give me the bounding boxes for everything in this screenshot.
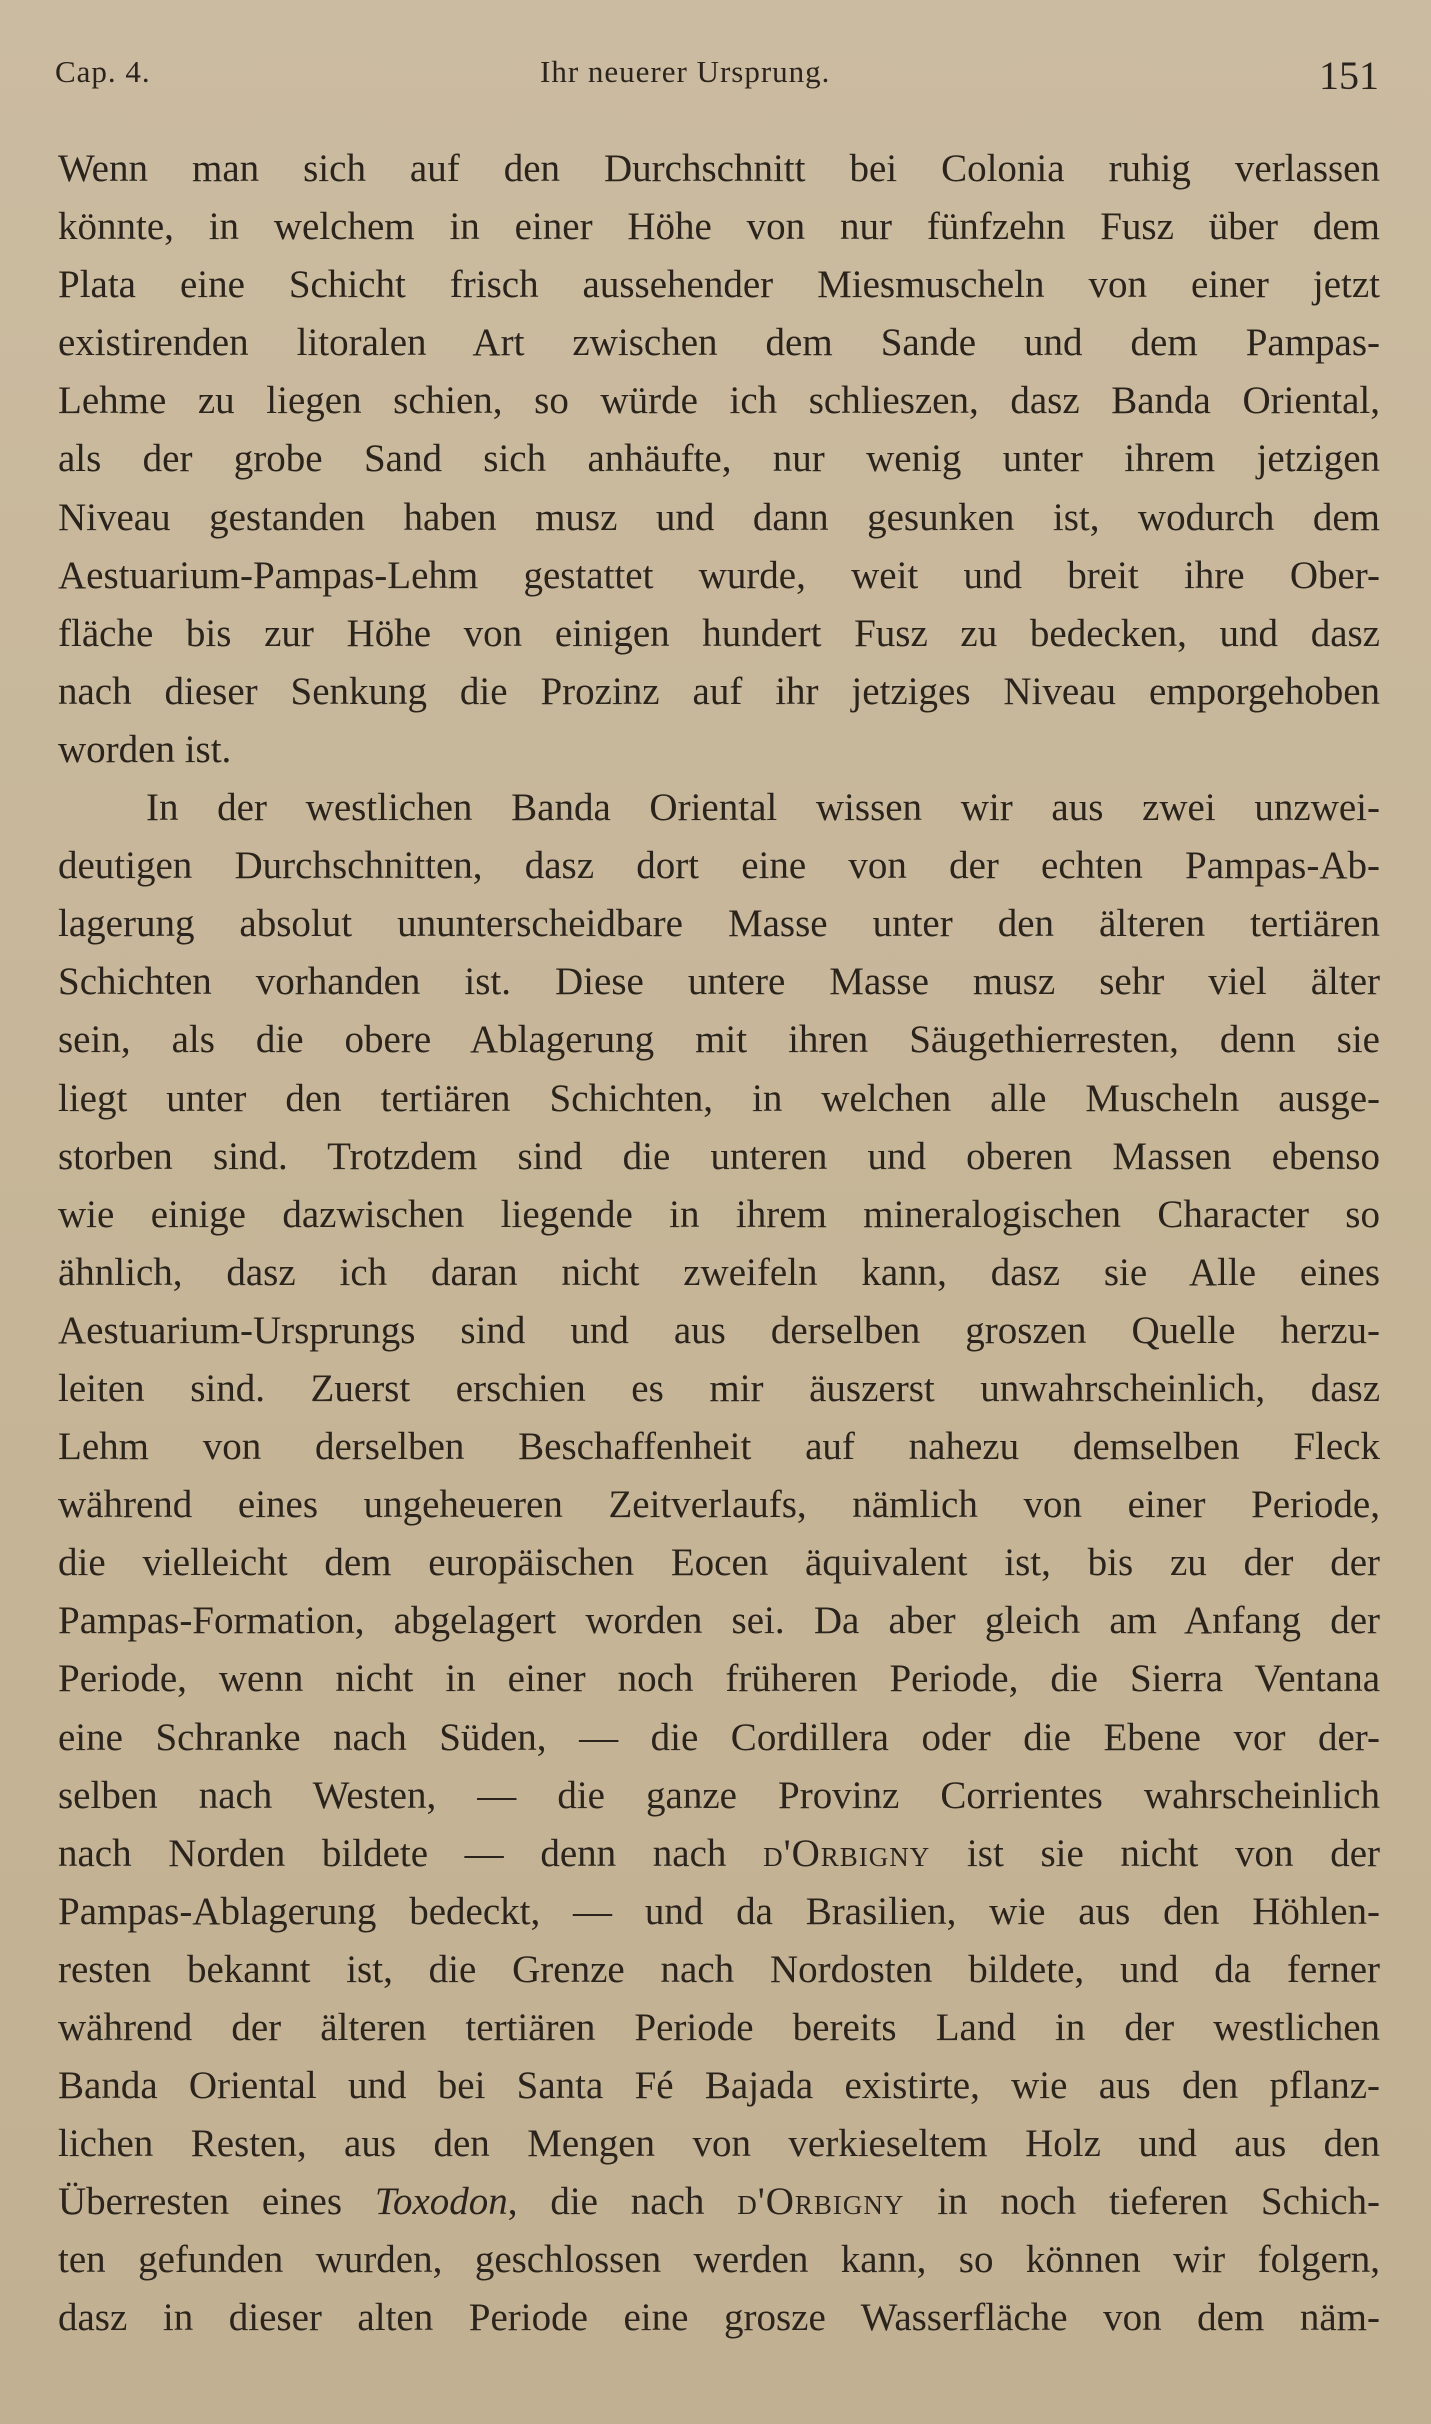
text-line: die vielleicht dem europäischen Eocen äquivalent ist, bis zu der der: [58, 1541, 1380, 1585]
text-line: fläche bis zur Höhe von einigen hundert Fusz zu bedecken, und dasz: [58, 611, 1380, 655]
author-name: d'Orbigny: [763, 1831, 931, 1875]
text-line: worden ist.: [58, 727, 232, 771]
text-line: ähnlich, dasz ich daran nicht zweifeln kann, dasz sie Alle eines: [58, 1250, 1380, 1294]
text-line: Aestuarium-Pampas-Lehm gestattet wurde, weit und breit ihre Ober-: [58, 553, 1380, 597]
text-line: sein, als die obere Ablagerung mit ihren Säugethierresten, denn sie: [58, 1018, 1380, 1062]
author-name: d'Orbigny: [737, 2180, 905, 2224]
text-line: liegt unter den tertiären Schichten, in welchen alle Muscheln ausge-: [58, 1076, 1380, 1120]
text-line: nach dieser Senkung die Prozinz auf ihr jetziges Niveau emporgehoben: [58, 669, 1380, 713]
text-line: während der älteren tertiären Periode bereits Land in der westlichen: [58, 2006, 1380, 2049]
running-header: [55, 52, 1381, 112]
paragraph-2: [58, 779, 1380, 2348]
text-line: storben sind. Trotzdem sind die unteren und oberen Massen ebenso: [58, 1134, 1380, 1178]
text-line: dasz in dieser alten Periode eine grosze Wasserfläche von dem näm-: [58, 2296, 1380, 2340]
text-line: eine Schranke nach Süden, — die Cordillera oder die Ebene vor der-: [58, 1715, 1380, 1759]
text-line: Schichten vorhanden ist. Diese untere Masse musz sehr viel älter: [58, 960, 1380, 1004]
text-line: als der grobe Sand sich anhäufte, nur wenig unter ihrem jetzigen: [58, 437, 1380, 481]
text-line: könnte, in welchem in einer Höhe von nur fünfzehn Fusz über dem: [58, 205, 1380, 249]
paragraph-1: [58, 140, 1380, 779]
text-line: Aestuarium-Ursprungs sind und aus derselben groszen Quelle herzu-: [58, 1308, 1380, 1352]
text-line: Lehm von derselben Beschaffenheit auf nahezu demselben Fleck: [58, 1425, 1380, 1469]
text-line: deutigen Durchschnitten, dasz dort eine von der echten Pampas-Ab-: [58, 844, 1380, 888]
page-number: 151: [1319, 53, 1379, 98]
text-line: lichen Resten, aus den Mengen von verkieseltem Holz und aus den: [58, 2122, 1380, 2166]
text-line: Pampas-Formation, abgelagert worden sei. Da aber gleich am Anfang der: [58, 1599, 1380, 1643]
text-line: Periode, wenn nicht in einer noch früheren Periode, die Sierra Ventana: [58, 1657, 1380, 1701]
text-line: Wenn man sich auf den Durchschnitt bei Colonia ruhig verlassen: [58, 147, 1380, 190]
text-line: lagerung absolut ununterscheidbare Masse unter den älteren tertiären: [58, 902, 1380, 946]
text-line: ten gefunden wurden, geschlossen werden kann, so können wir folgern,: [58, 2238, 1380, 2282]
text-line: existirenden litoralen Art zwischen dem Sande und dem Pampas-: [58, 321, 1380, 365]
text-line: Niveau gestanden haben musz und dann gesunken ist, wodurch dem: [58, 495, 1380, 539]
text-line-orbigny: nach Norden bildete — denn nach d'Orbigny ist sie nicht von der: [58, 1831, 1380, 1875]
text-line: leiten sind. Zuerst erschien es mir äuszerst unwahrscheinlich, dasz: [58, 1366, 1380, 1410]
text-line: Plata eine Schicht frisch aussehender Miesmuscheln von einer jetzt: [58, 263, 1380, 307]
text-line: wie einige dazwischen liegende in ihrem mineralogischen Character so: [58, 1192, 1380, 1236]
text-line-toxodon: Überresten eines Toxodon, die nach d'Orbigny in noch tieferen Schich-: [58, 2180, 1380, 2224]
text-line: selben nach Westen, — die ganze Provinz Corrientes wahrscheinlich: [58, 1773, 1380, 1817]
body-text: [58, 140, 1380, 2348]
chapter-label: Cap. 4.: [55, 54, 151, 89]
text-line: Pampas-Ablagerung bedeckt, — und da Brasilien, wie aus den Höhlen-: [58, 1889, 1380, 1933]
genus-name: Toxodon: [374, 2180, 508, 2224]
text-line: In der westlichen Banda Oriental wissen wir aus zwei unzwei-: [146, 786, 1380, 830]
running-title: Ihr neuerer Ursprung.: [540, 54, 831, 89]
text-line: Lehme zu liegen schien, so würde ich schlieszen, dasz Banda Oriental,: [58, 379, 1380, 423]
text-line: während eines ungeheueren Zeitverlaufs, nämlich von einer Periode,: [58, 1483, 1380, 1527]
text-line: Banda Oriental und bei Santa Fé Bajada existirte, wie aus den pflanz-: [58, 2064, 1380, 2108]
text-line: resten bekannt ist, die Grenze nach Nordosten bildete, und da ferner: [58, 1947, 1380, 1991]
